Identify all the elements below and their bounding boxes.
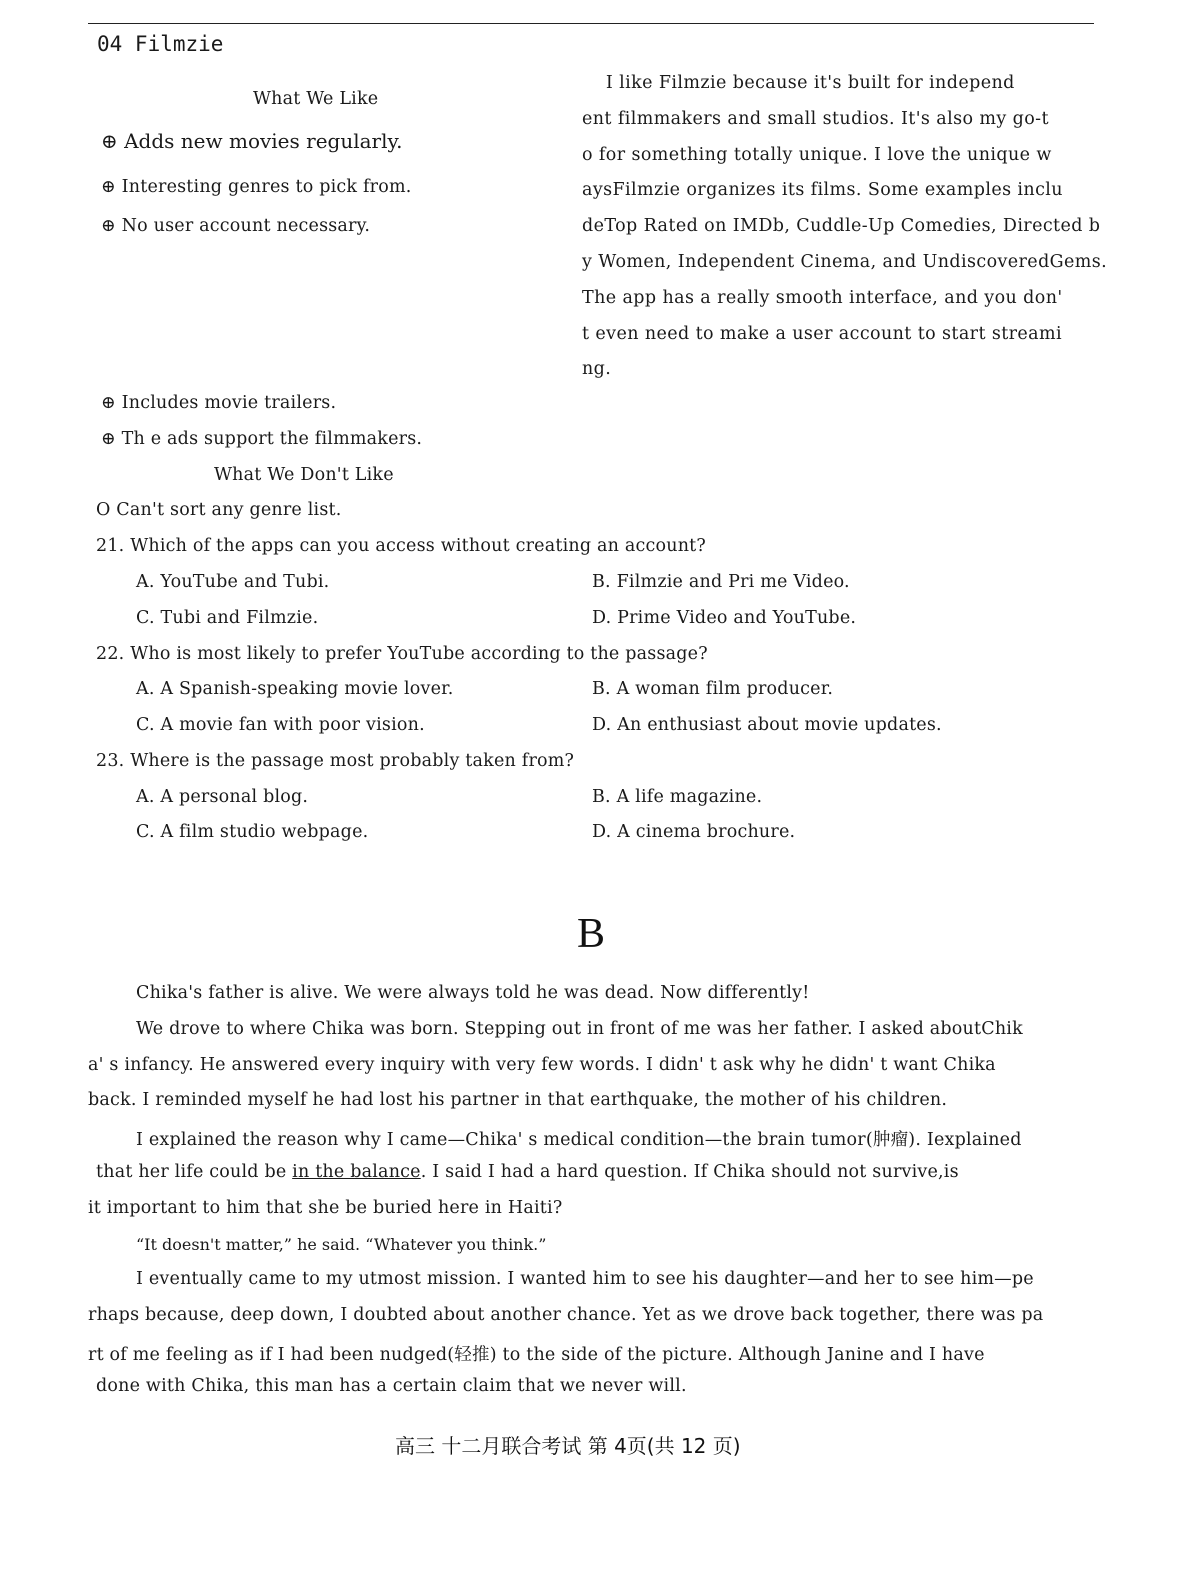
page-footer: 高三 十二月联合考试 第 4页(共 12 页) [395, 1434, 741, 1458]
passage-line: done with Chika, this man has a certain claim that we never will. [96, 1376, 687, 1396]
question-option: B. A woman film producer. [592, 679, 834, 699]
section-title: B [577, 911, 606, 957]
passage-line: We drove to where Chika was born. Stepping out in front of me was her father. I asked aboutChik [136, 1019, 1023, 1039]
underlined-phrase: in the balance [292, 1162, 421, 1182]
review-line: deTop Rated on IMDb, Cuddle-Up Comedies, Directed b [582, 216, 1101, 237]
review-line: y Women, Independent Cinema, and UndiscoveredGems. [582, 251, 1108, 272]
question-option: D. Prime Video and YouTube. [592, 608, 857, 628]
passage-line: “It doesn't matter,” he said. “Whatever you think.” [136, 1235, 547, 1254]
question-option: D. An enthusiast about movie updates. [592, 715, 942, 735]
question-stem: 21. Which of the apps can you access without creating an account? [96, 536, 706, 556]
passage-line: a' s infancy. He answered every inquiry with very few words. I didn' t ask why he didn' t want Chika [88, 1055, 996, 1075]
question-option: A. A Spanish-speaking movie lover. [136, 679, 454, 699]
review-line: o for something totally unique. I love the unique w [582, 144, 1052, 165]
review-paragraph [582, 66, 1108, 388]
like-item: ⊕ Adds new movies regularly. [101, 129, 403, 153]
question-option: B. Filmzie and Pri me Video. [592, 572, 850, 592]
question-option: A. YouTube and Tubi. [136, 572, 330, 592]
question-option: A. A personal blog. [136, 787, 309, 807]
top-rule [88, 23, 1094, 24]
question-option: C. Tubi and Filmzie. [136, 608, 319, 628]
likes-heading: What We Like [253, 89, 379, 109]
passage-title: 04 Filmzie [97, 32, 224, 56]
passage-line: rt of me feeling as if I had been nudged(轻推) to the side of the picture. Although Janine and I have [88, 1345, 985, 1365]
passage-text: that her life could be [96, 1162, 293, 1182]
question-option: C. A movie fan with poor vision. [136, 715, 425, 735]
passage-line: I eventually came to my utmost mission. I wanted him to see his daughter—and her to see him—pe [136, 1269, 1034, 1289]
review-line: ng. [582, 359, 612, 380]
like-item: ⊕ Th e ads support the filmmakers. [101, 429, 423, 449]
passage-line: Chika's father is alive. We were always told he was dead. Now differently! [136, 983, 810, 1003]
review-line: t even need to make a user account to start streami [582, 323, 1062, 344]
like-item: ⊕ No user account necessary. [101, 216, 371, 236]
question-option: C. A film studio webpage. [136, 822, 369, 842]
passage-text: . I said I had a hard question. If Chika should not survive,is [420, 1162, 959, 1182]
review-line: The app has a really smooth interface, and you don' [582, 287, 1063, 308]
like-item: ⊕ Interesting genres to pick from. [101, 177, 412, 197]
review-line: aysFilmzie organizes its films. Some examples inclu [582, 180, 1063, 201]
dislikes-heading: What We Don't Like [214, 465, 394, 485]
question-option: D. A cinema brochure. [592, 822, 796, 842]
passage-line: rhaps because, deep down, I doubted about another chance. Yet as we drove back together, there was pa [88, 1305, 1044, 1325]
dislike-item: O Can't sort any genre list. [96, 500, 342, 520]
review-line: I like Filmzie because it's built for independ [582, 73, 1015, 93]
passage-line: it important to him that she be buried here in Haiti? [88, 1198, 563, 1218]
passage-line: back. I reminded myself he had lost his partner in that earthquake, the mother of his children. [88, 1090, 948, 1110]
question-option: B. A life magazine. [592, 787, 763, 807]
question-stem: 22. Who is most likely to prefer YouTube according to the passage? [96, 644, 708, 664]
passage-line [96, 1162, 959, 1182]
review-line: ent filmmakers and small studios. It's also my go-t [582, 108, 1049, 129]
like-item: ⊕ Includes movie trailers. [101, 393, 337, 413]
passage-line: I explained the reason why I came—Chika' s medical condition—the brain tumor(肿瘤). Iexplained [136, 1130, 1022, 1150]
question-stem: 23. Where is the passage most probably taken from? [96, 751, 575, 771]
